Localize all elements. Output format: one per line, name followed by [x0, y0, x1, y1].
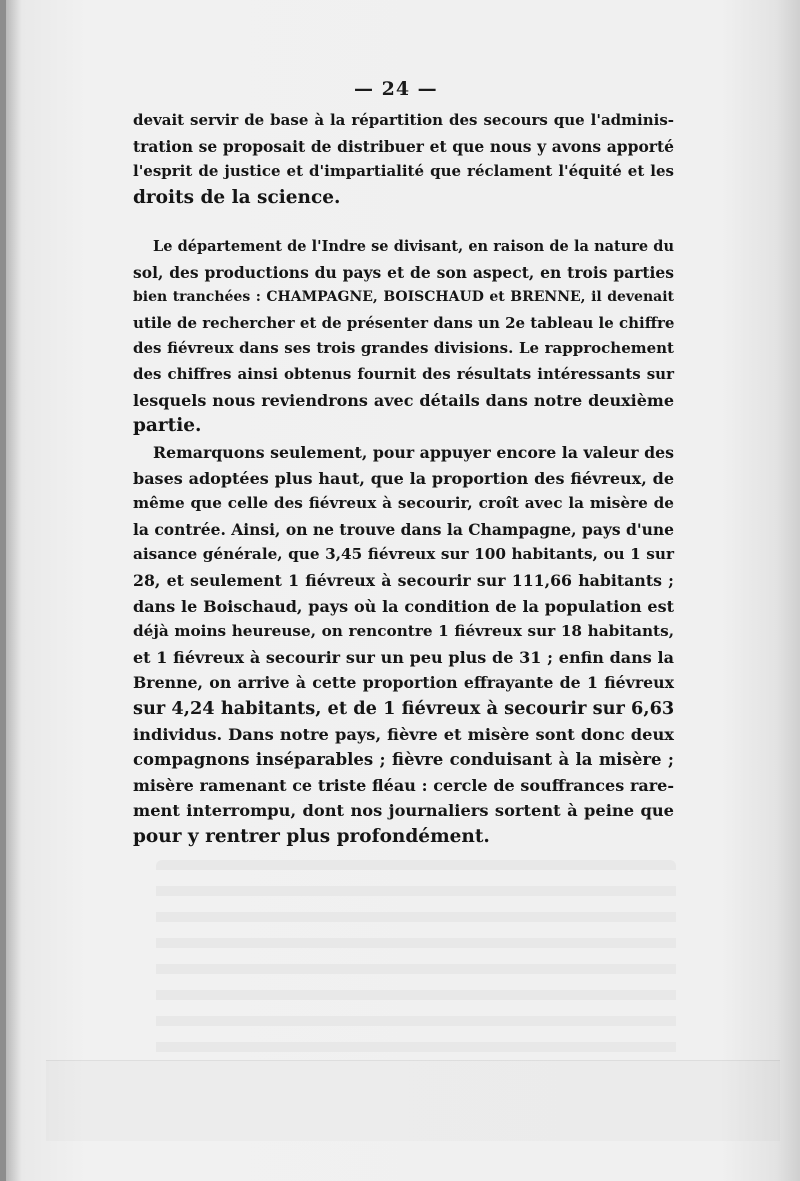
text-line: lesquels nous reviendrons avec détails dans notre deuxième [133, 390, 674, 410]
text-line: utile de rechercher et de présenter dans un 2e tableau le chiffre [133, 313, 675, 332]
scanned-page [6, 0, 800, 1181]
bleed-through-shadow [156, 860, 676, 1060]
text-line: bien tranchées : CHAMPAGNE, BOISCHAUD et BRENNE, il devenait [133, 289, 674, 306]
text-line: des fiévreux dans ses trois grandes divisions. Le rapprochement [133, 339, 674, 358]
text-line: même que celle des fiévreux à secourir, croît avec la misère de [133, 494, 674, 513]
page-number: — 24 — [354, 78, 438, 100]
text-line: sol, des productions du pays et de son aspect, en trois parties [133, 262, 674, 282]
text-line: Brenne, on arrive à cette proportion effrayante de 1 fiévreux [133, 673, 674, 693]
paragraph-3 [133, 440, 674, 850]
text-line: devait servir de base à la répartition des secours que l'adminis- [133, 111, 674, 129]
text-line: sur 4,24 habitants, et de 1 fiévreux à secourir sur 6,63 [133, 697, 675, 719]
text-line: individus. Dans notre pays, fièvre et misère sont donc deux [133, 724, 674, 744]
text-line: droits de la science. [133, 186, 341, 208]
text-line: misère ramenant ce triste fléau : cercle de souffrances rare- [133, 775, 674, 795]
text-line: tration se proposait de distribuer et que nous y avons apporté [133, 136, 674, 156]
text-line: et 1 fiévreux à secourir sur un peu plus de 31 ; enfin dans la [133, 647, 674, 667]
text-line: la contrée. Ainsi, on ne trouve dans la Champagne, pays d'une [133, 519, 674, 539]
text-line: Le département de l'Indre se divisant, en raison de la nature du [153, 238, 674, 255]
text-line: des chiffres ainsi obtenus fournit des résultats intéressants sur [133, 364, 674, 383]
text-line: compagnons inséparables ; fièvre conduisant à la misère ; [133, 750, 674, 770]
text-line: pour y rentrer plus profondément. [133, 825, 490, 847]
text-line: 28, et seulement 1 fiévreux à secourir sur 111,66 habitants ; [133, 570, 674, 590]
text-line: l'esprit de justice et d'impartialité que réclament l'équité et les [133, 162, 674, 181]
paragraph-2 [133, 234, 674, 439]
page-bottom-shade [46, 1060, 780, 1141]
text-line: déjà moins heureuse, on rencontre 1 fiévreux sur 18 habitants, [133, 622, 674, 641]
text-line: Remarquons seulement, pour appuyer encore la valeur des [153, 443, 674, 462]
text-line: dans le Boischaud, pays où la condition de la population est [133, 596, 674, 616]
text-line: bases adoptées plus haut, que la proportion des fiévreux, de [133, 468, 674, 488]
text-line: ment interrompu, dont nos journaliers sortent à peine que [133, 801, 674, 821]
text-line: aisance générale, que 3,45 fiévreux sur 100 habitants, ou 1 sur [133, 545, 674, 564]
paragraph-1 [133, 108, 674, 210]
text-line: partie. [133, 415, 202, 437]
